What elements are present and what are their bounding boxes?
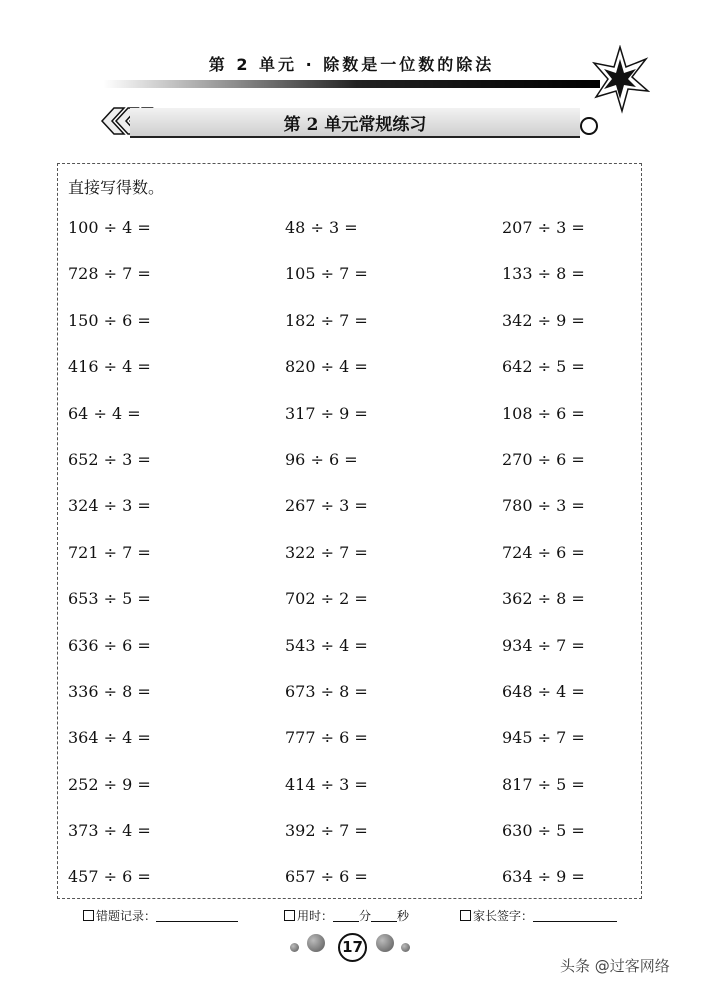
dot-icon	[401, 943, 410, 952]
problem: 945 ÷ 7 =	[502, 728, 585, 748]
problem: 457 ÷ 6 =	[68, 867, 151, 887]
problem: 324 ÷ 3 =	[68, 496, 151, 516]
problem-grid	[68, 214, 628, 894]
error-record-line[interactable]	[156, 921, 238, 922]
seconds-line[interactable]	[371, 921, 397, 922]
error-record-label: 错题记录：	[96, 909, 157, 923]
problem: 642 ÷ 5 =	[502, 357, 585, 377]
section-title: 第 2 单元常规练习	[283, 115, 427, 135]
problem: 673 ÷ 8 =	[285, 681, 368, 701]
problem: 336 ÷ 8 =	[68, 681, 151, 701]
problem: 702 ÷ 2 =	[285, 589, 368, 609]
header-rule	[60, 80, 600, 88]
problem: 392 ÷ 7 =	[285, 821, 368, 841]
circle-icon	[580, 117, 598, 135]
instruction-text: 直接写得数。	[68, 178, 165, 197]
problem: 133 ÷ 8 =	[502, 264, 585, 284]
minutes-line[interactable]	[333, 921, 359, 922]
problem: 652 ÷ 3 =	[68, 449, 151, 469]
page-number: 17	[338, 933, 367, 962]
problem: 630 ÷ 5 =	[502, 821, 585, 841]
problem: 96 ÷ 6 =	[285, 449, 358, 469]
problem: 728 ÷ 7 =	[68, 264, 151, 284]
problem: 100 ÷ 4 =	[68, 218, 151, 237]
problem: 322 ÷ 7 =	[285, 542, 368, 562]
checkbox-icon[interactable]	[284, 910, 295, 921]
problem: 777 ÷ 6 =	[285, 728, 368, 748]
parent-signature-field[interactable]	[460, 907, 617, 924]
problem: 48 ÷ 3 =	[285, 218, 358, 237]
problem: 653 ÷ 5 =	[68, 589, 151, 609]
problem: 934 ÷ 7 =	[502, 635, 585, 655]
parent-signature-label: 家长签字：	[473, 909, 534, 923]
problem: 648 ÷ 4 =	[502, 681, 585, 701]
problem: 207 ÷ 3 =	[502, 218, 585, 237]
problem: 780 ÷ 3 =	[502, 496, 585, 516]
problem: 634 ÷ 9 =	[502, 867, 585, 887]
problem: 182 ÷ 7 =	[285, 310, 368, 330]
dot-icon	[290, 943, 299, 952]
footer	[80, 907, 640, 927]
unit-title: 第 2 单元 · 除数是一位数的除法	[208, 55, 495, 74]
dot-icon	[307, 934, 325, 952]
problem: 373 ÷ 4 =	[68, 821, 151, 841]
problem: 817 ÷ 5 =	[502, 774, 585, 794]
problem: 317 ÷ 9 =	[285, 403, 368, 423]
star-burst-icon	[590, 45, 650, 115]
checkbox-icon[interactable]	[83, 910, 94, 921]
problem: 64 ÷ 4 =	[68, 403, 141, 423]
problem: 543 ÷ 4 =	[285, 635, 368, 655]
watermark-text: 头条 @过客网络	[560, 957, 670, 975]
parent-signature-line[interactable]	[533, 921, 617, 922]
minutes-label: 分	[359, 909, 372, 923]
dot-icon	[376, 934, 394, 952]
problem: 364 ÷ 4 =	[68, 728, 151, 748]
problem: 414 ÷ 3 =	[285, 774, 368, 794]
seconds-label: 秒	[397, 909, 410, 923]
problem: 820 ÷ 4 =	[285, 357, 368, 377]
problem: 108 ÷ 6 =	[502, 403, 585, 423]
problem: 270 ÷ 6 =	[502, 449, 585, 469]
checkbox-icon[interactable]	[460, 910, 471, 921]
problem: 362 ÷ 8 =	[502, 589, 585, 609]
problem: 252 ÷ 9 =	[68, 774, 151, 794]
problem: 636 ÷ 6 =	[68, 635, 151, 655]
problem: 342 ÷ 9 =	[502, 310, 585, 330]
page-number-ornament	[290, 931, 415, 961]
problem: 657 ÷ 6 =	[285, 867, 368, 887]
problem: 267 ÷ 3 =	[285, 496, 368, 516]
time-used-label: 用时：	[297, 909, 334, 923]
problem: 416 ÷ 4 =	[68, 357, 151, 377]
problem: 721 ÷ 7 =	[68, 542, 151, 562]
time-used-field[interactable]	[284, 907, 409, 924]
problem: 724 ÷ 6 =	[502, 542, 585, 562]
problem: 150 ÷ 6 =	[68, 310, 151, 330]
error-record-field[interactable]	[83, 907, 238, 924]
problem: 105 ÷ 7 =	[285, 264, 368, 284]
